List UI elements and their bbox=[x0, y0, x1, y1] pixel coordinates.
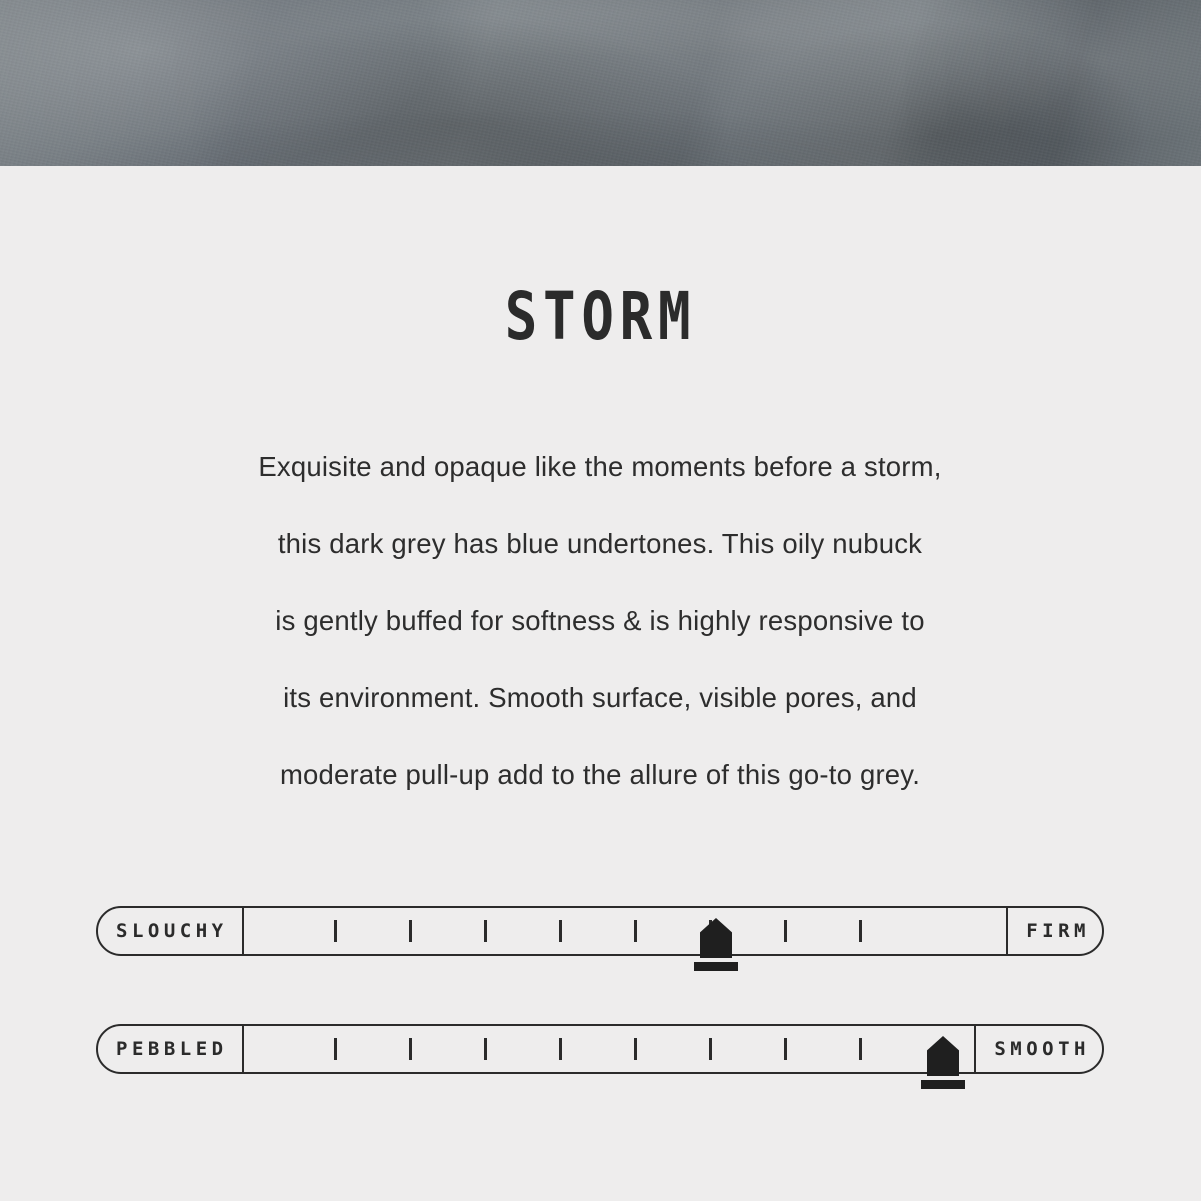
texture-scale-marker[interactable] bbox=[921, 1036, 965, 1092]
scale-tick bbox=[709, 1038, 712, 1060]
scale-tick bbox=[784, 920, 787, 942]
marker-base-bar bbox=[694, 962, 738, 971]
scales-group bbox=[96, 906, 1106, 1142]
page-title: STORM bbox=[504, 278, 697, 355]
scale-tick bbox=[784, 1038, 787, 1060]
texture-scale bbox=[96, 1024, 1106, 1076]
temper-scale-marker[interactable] bbox=[694, 918, 738, 974]
description-line: this dark grey has blue undertones. This oily nubuck bbox=[277, 528, 923, 559]
temper-scale-left-label: SLOUCHY bbox=[96, 906, 244, 956]
marker-pentagon-icon bbox=[700, 918, 732, 958]
marker-pentagon-icon bbox=[927, 1036, 959, 1076]
marker-base-bar bbox=[921, 1080, 965, 1089]
description-line: is gently buffed for softness & is highly responsive to bbox=[275, 605, 925, 636]
scale-tick bbox=[634, 920, 637, 942]
scale-tick bbox=[559, 920, 562, 942]
description-text bbox=[150, 428, 1050, 813]
scale-tick bbox=[859, 1038, 862, 1060]
scale-tick bbox=[334, 1038, 337, 1060]
scale-tick bbox=[634, 1038, 637, 1060]
scale-tick bbox=[484, 1038, 487, 1060]
temper-scale bbox=[96, 906, 1106, 958]
description-line: its environment. Smooth surface, visible pores, and bbox=[283, 682, 917, 713]
scale-tick bbox=[409, 1038, 412, 1060]
swatch-streak-overlay bbox=[0, 0, 1201, 166]
scale-tick bbox=[484, 920, 487, 942]
texture-scale-right-label: SMOOTH bbox=[974, 1024, 1106, 1074]
leather-swatch-image bbox=[0, 0, 1201, 166]
temper-scale-right-label: FIRM bbox=[1006, 906, 1106, 956]
scale-tick bbox=[334, 920, 337, 942]
scale-tick bbox=[559, 1038, 562, 1060]
texture-scale-left-label: PEBBLED bbox=[96, 1024, 244, 1074]
temper-scale-track[interactable] bbox=[96, 906, 1104, 956]
description-line: moderate pull-up add to the allure of this go-to grey. bbox=[279, 759, 921, 790]
scale-tick bbox=[409, 920, 412, 942]
scale-tick bbox=[859, 920, 862, 942]
description-line: Exquisite and opaque like the moments before a storm, bbox=[258, 451, 942, 482]
